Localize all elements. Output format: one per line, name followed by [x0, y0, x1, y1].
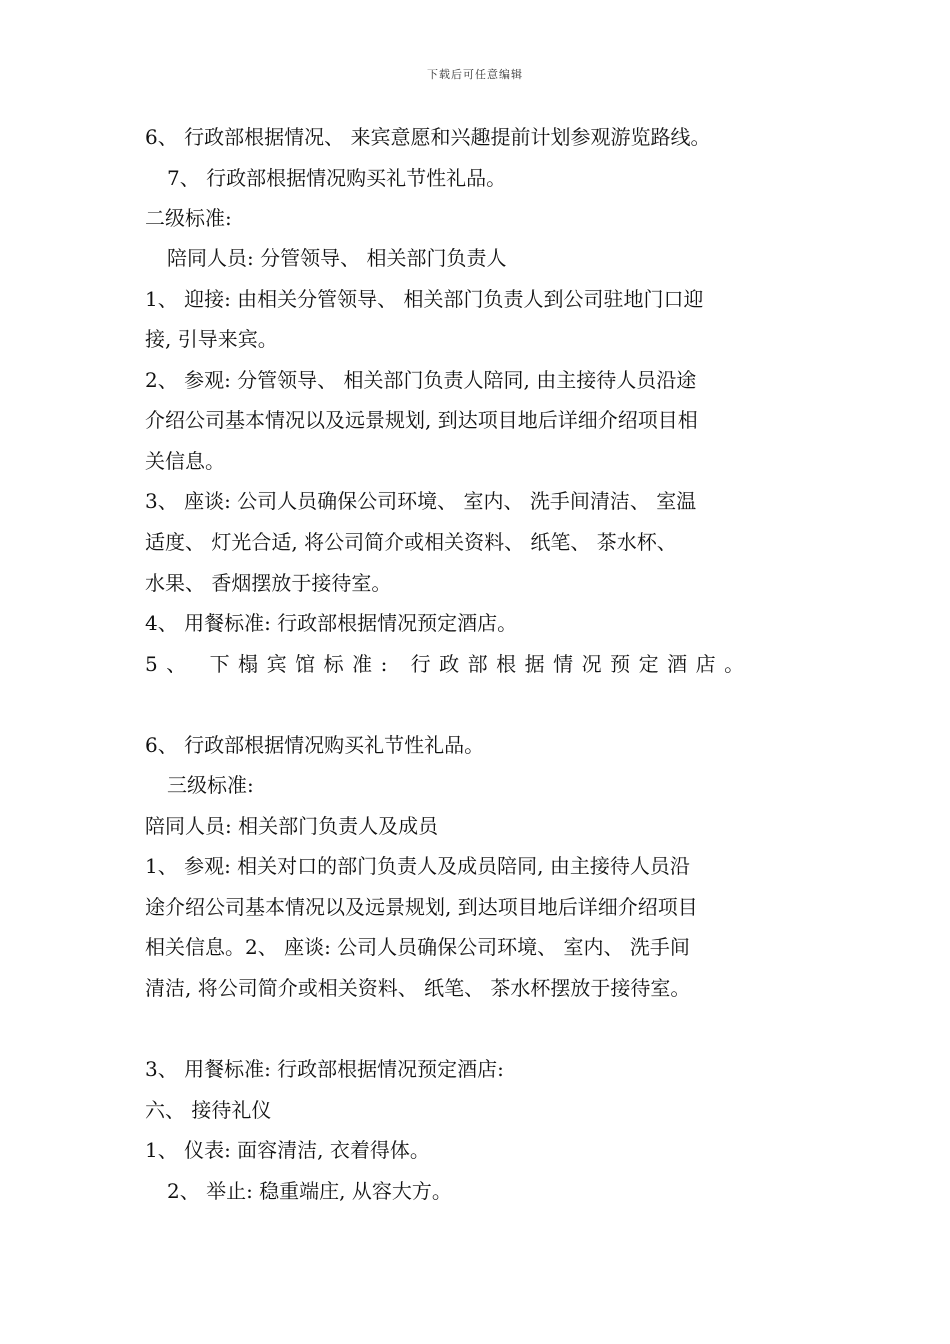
text-line: 陪同人员: 相关部门负责人及成员 [145, 814, 439, 838]
text-line: 4、 用餐标准: 行政部根据情况预定酒店。 [145, 611, 518, 635]
text-line: 1、 仪表: 面容清洁, 衣着得体。 [145, 1138, 430, 1162]
section-heading: 六、 接待礼仪 [145, 1098, 272, 1122]
text-line: 2、 参观: 分管领导、 相关部门负责人陪同, 由主接待人员沿途 [145, 368, 697, 392]
text-line: 1、 迎接: 由相关分管领导、 相关部门负责人到公司驻地门口迎 [145, 287, 704, 311]
section-heading: 三级标准: [167, 773, 254, 797]
section-heading: 二级标准: [145, 206, 232, 230]
text-line: 适度、 灯光合适, 将公司简介或相关资料、 纸笔、 茶水杯、 [145, 530, 677, 554]
text-line: 水果、 香烟摆放于接待室。 [145, 571, 392, 595]
text-line: 途介绍公司基本情况以及远景规划, 到达项目地后详细介绍项目 [145, 895, 698, 919]
text-line: 相关信息。2、 座谈: 公司人员确保公司环境、 室内、 洗手间 [145, 935, 690, 959]
text-line: 陪同人员: 分管领导、 相关部门负责人 [167, 246, 507, 270]
text-line: 7、 行政部根据情况购买礼节性礼品。 [167, 166, 507, 190]
text-line: 关信息。 [145, 449, 225, 473]
text-line: 5、 下榻宾馆标准: 行政部根据情况预定酒店。 [145, 652, 753, 676]
text-line: 接, 引导来宾。 [145, 327, 278, 351]
text-line: 6、 行政部根据情况购买礼节性礼品。 [145, 733, 485, 757]
text-line: 3、 用餐标准: 行政部根据情况预定酒店: [145, 1057, 504, 1081]
text-line: 介绍公司基本情况以及远景规划, 到达项目地后详细介绍项目相 [145, 408, 698, 432]
text-line: 6、 行政部根据情况、 来宾意愿和兴趣提前计划参观游览路线。 [145, 125, 711, 149]
text-line: 清洁, 将公司简介或相关资料、 纸笔、 茶水杯摆放于接待室。 [145, 976, 691, 1000]
page-header: 下载后可任意编辑 [427, 68, 523, 81]
text-line: 1、 参观: 相关对口的部门负责人及成员陪同, 由主接待人员沿 [145, 854, 690, 878]
text-line: 3、 座谈: 公司人员确保公司环境、 室内、 洗手间清洁、 室温 [145, 489, 697, 513]
text-line: 2、 举止: 稳重端庄, 从容大方。 [167, 1179, 452, 1203]
